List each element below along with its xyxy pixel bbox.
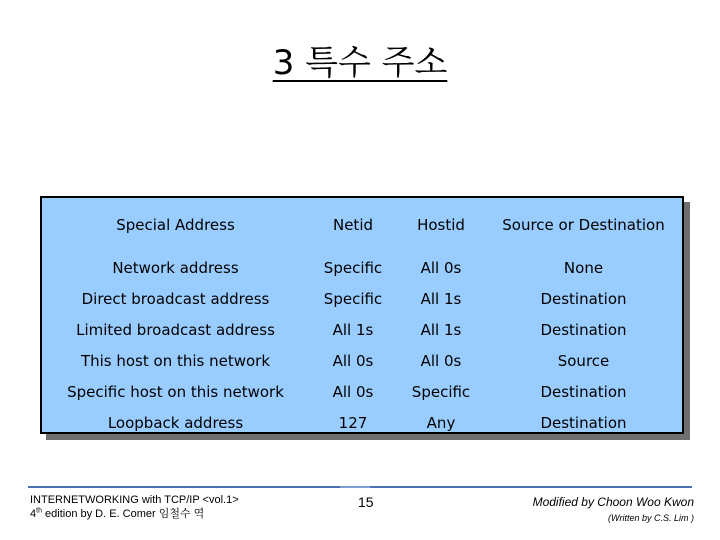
footer-written-by: (Written by C.S. Lim ): [607, 513, 694, 523]
cell-netid: Specific: [323, 258, 383, 277]
cell-netid: All 0s: [332, 351, 374, 370]
cell-special-address: Network address: [112, 258, 239, 277]
footer-edition-text: edition by D. E. Comer 임철수 역: [41, 508, 205, 520]
header-hostid: Hostid: [417, 216, 465, 234]
cell-source-or-destination: Destination: [540, 413, 627, 432]
cell-netid: 127: [338, 413, 368, 432]
footer-edition: [30, 507, 239, 521]
table-row: [42, 314, 682, 345]
cell-source-or-destination: Destination: [540, 289, 627, 308]
footer-divider-accent: [340, 486, 370, 488]
cell-source-or-destination: Source: [557, 351, 610, 370]
footer-book-credit: [30, 493, 239, 521]
cell-netid: All 1s: [332, 320, 374, 339]
table-row: [42, 252, 682, 283]
cell-special-address: Loopback address: [107, 413, 244, 432]
cell-special-address: This host on this network: [80, 351, 271, 370]
cell-netid: Specific: [323, 289, 383, 308]
table-row: [42, 376, 682, 407]
page-number: 15: [358, 494, 374, 510]
special-address-table: [40, 196, 684, 434]
table-row: [42, 283, 682, 314]
cell-hostid: Any: [426, 413, 456, 432]
footer-edition-suffix: th: [36, 507, 42, 515]
footer-book-title: INTERNETWORKING with TCP/IP <vol.1>: [30, 494, 239, 506]
footer-modified-by: Modified by Choon Woo Kwon: [532, 495, 694, 509]
cell-hostid: Specific: [411, 382, 471, 401]
slide-title: [0, 38, 720, 88]
slide-title-text: 3 특수 주소: [272, 43, 448, 83]
cell-netid: All 0s: [332, 382, 374, 401]
table-header-row: [42, 198, 682, 252]
cell-source-or-destination: Destination: [540, 382, 627, 401]
header-special-address: Special Address: [116, 216, 235, 234]
cell-hostid: All 0s: [420, 351, 462, 370]
cell-special-address: Specific host on this network: [67, 382, 284, 401]
footer-edition-number: 4: [30, 508, 37, 520]
cell-source-or-destination: None: [563, 258, 604, 277]
table-row: [42, 407, 682, 438]
cell-hostid: All 0s: [420, 258, 462, 277]
footer-modified-credit: [533, 494, 694, 525]
header-source-or-destination: Source or Destination: [502, 216, 665, 234]
cell-special-address: Limited broadcast address: [76, 320, 275, 339]
cell-hostid: All 1s: [420, 289, 462, 308]
header-netid: Netid: [332, 216, 374, 234]
cell-hostid: All 1s: [420, 320, 462, 339]
cell-source-or-destination: Destination: [540, 320, 627, 339]
table-row: [42, 345, 682, 376]
cell-special-address: Direct broadcast address: [81, 289, 270, 308]
